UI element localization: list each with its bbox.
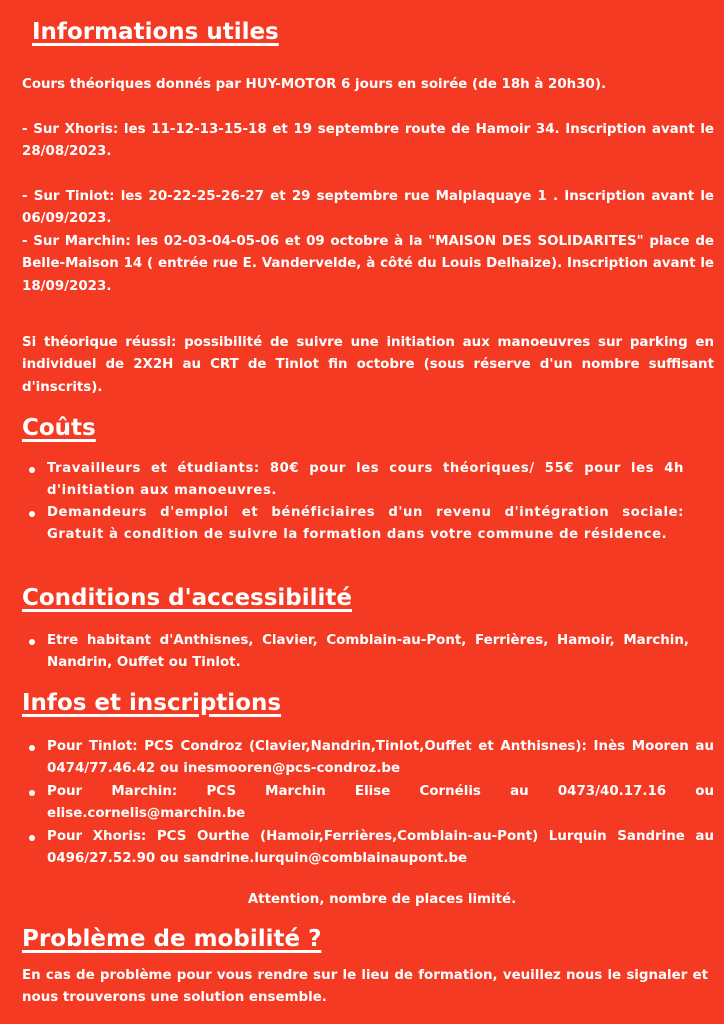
section-title-couts: Coûts [22, 415, 96, 441]
bullet-icon [29, 835, 35, 841]
inscriptions-item-text: Pour Tinlot: PCS Condroz (Clavier,Nandrin,Tinlot,Ouffet et Anthisnes): Inès Mooren au 0474/77.46.42 ou inesmooren@pcs-condroz.be [47, 739, 714, 777]
list-item [22, 630, 689, 675]
infos-marchin: - Sur Marchin: les 02-03-04-05-06 et 09 octobre à la "MAISON DES SOLIDARITES" place de Belle-Maison 14 ( entrée rue E. Vandervelde, à côté du Louis Delhaize). Inscription avant le 18/09/2023. [22, 234, 714, 294]
infos-xhoris: - Sur Xhoris: les 11-12-13-15-18 et 19 septembre route de Hamoir 34. Inscription avant le 28/08/2023. [22, 122, 714, 160]
section-title-mobilite: Problème de mobilité ? [22, 926, 322, 952]
infos-tinlot: - Sur Tinlot: les 20-22-25-26-27 et 29 septembre rue Malplaquaye 1 . Inscription avant le 06/09/2023. [22, 189, 714, 227]
list-item [22, 736, 714, 781]
bullet-icon [29, 745, 35, 751]
inscriptions-item-text: Pour Marchin: PCS Marchin Elise Cornélis au 0473/40.17.16 ou elise.cornelis@marchin.be [47, 783, 714, 822]
section-title-inscriptions: Infos et inscriptions [22, 690, 282, 716]
bullet-icon [29, 639, 35, 645]
places-limitees-note: Attention, nombre de places limité. [247, 892, 517, 907]
list-item [22, 826, 714, 871]
bullet-icon [29, 511, 35, 517]
section-title-informations: Informations utiles [32, 19, 279, 45]
infos-pratique: Si théorique réussi: possibilité de suivre une initiation aux manoeuvres sur parking en individuel de 2X2H au CRT de Tinlot fin octobre (sous réserve d'un nombre suffisant d'inscrits). [22, 335, 714, 395]
section-title-conditions: Conditions d'accessibilité [22, 585, 353, 611]
couts-item-text: Travailleurs et étudiants: 80€ pour les cours théoriques/ 55€ pour les 4h d'initiation aux manoeuvres. [47, 461, 684, 498]
inscriptions-item-text: Pour Xhoris: PCS Ourthe (Hamoir,Ferrières,Comblain-au-Pont) Lurquin Sandrine au 0496/27.52.90 ou sandrine.lurquin@comblainaupont.be [47, 828, 714, 867]
conditions-list [22, 630, 689, 675]
couts-list [22, 458, 684, 546]
list-item [22, 502, 684, 546]
infos-intro: Cours théoriques donnés par HUY-MOTOR 6 jours en soirée (de 18h à 20h30). [22, 77, 607, 92]
couts-item-text: Demandeurs d'emploi et bénéficiaires d'un revenu d'intégration sociale: Gratuit à condition de suivre la formation dans votre commune de résidence. [47, 505, 684, 542]
list-item [22, 458, 684, 502]
conditions-item-text: Etre habitant d'Anthisnes, Clavier, Comblain-au-Pont, Ferrières, Hamoir, Marchin, Nandrin, Ouffet ou Tinlot. [47, 633, 689, 671]
bullet-icon [29, 467, 35, 473]
mobilite-text: En cas de problème pour vous rendre sur le lieu de formation, veuillez nous le signaler et nous trouverons une solution ensemble. [22, 968, 708, 1006]
list-item [22, 781, 714, 826]
inscriptions-list [22, 736, 714, 870]
bullet-icon [29, 790, 35, 796]
